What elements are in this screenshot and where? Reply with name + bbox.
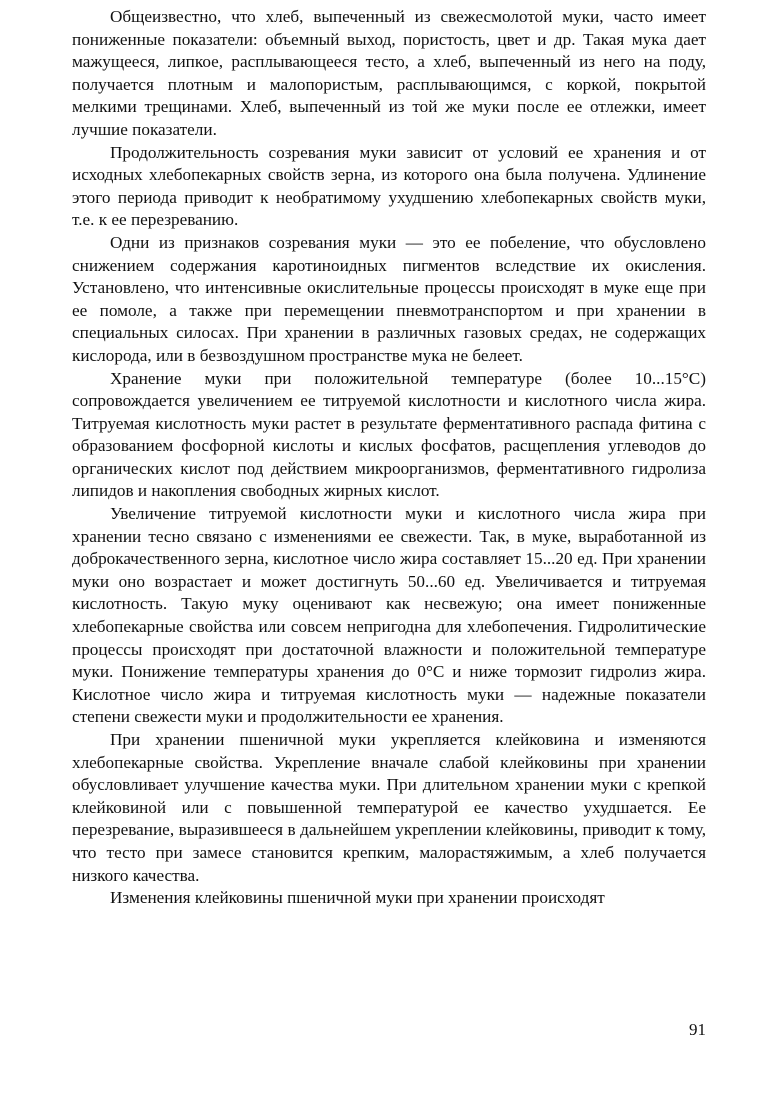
paragraph-2: Продолжительность созревания муки зависит от условий ее хранения и от исходных хлебопекарных свойств зерна, из которого она была получена. Удлинение этого периода приводит к необратимому ухудшению хлебопекарных свойств муки, т.е. к ее перезреванию.	[72, 142, 706, 230]
paragraph-7: Изменения клейковины пшеничной муки при хранении происходят	[110, 888, 605, 908]
page-number: 91	[689, 1020, 706, 1039]
paragraph-5: Увеличение титруемой кислотности муки и кислотного числа жира при хранении тесно связано с изменениями ее свежести. Так, в муке, выработанной из доброкачественного зерна, кислотное число жира составляет 15...20 ед. При хранении муки оно возрастает и может достигнуть 50...60 ед. Увеличивается и титруемая кислотность. Такую муку оценивают как несвежую; она имеет пониженные хлебопекарные свойства или совсем непригодна для хлебопечения. Гидролитические процессы происходят при достаточной влажности и положительной температуре муки. Понижение температуры хранения до 0°С и ниже тормозит гидролиз жира. Кислотное число жира и титруемая кислотность муки — надежные показатели степени свежести муки и продолжительности ее хранения.	[72, 504, 706, 727]
page-body	[72, 6, 706, 910]
paragraph-3: Одни из признаков созревания муки — это ее побеление, что обусловлено снижением содержания каротиноидных пигментов вследствие их окисления. Установлено, что интенсивные окислительные процессы происходят в муке еще при ее помоле, а также при перемещении пневмотранспортом и при хранении в специальных силосах. При хранении в различных газовых средах, не содержащих кислорода, или в безвоздушном пространстве мука не белеет.	[72, 232, 706, 365]
paragraph-1: Общеизвестно, что хлеб, выпеченный из свежесмолотой муки, часто имеет пониженные показатели: объемный выход, пористость, цвет и др. Такая мука дает мажущееся, липкое, расплывающееся тесто, а хлеб, выпеченный из него на поду, получается плотным и малопористым, расплывающимся, с коркой, покрытой мелкими трещинами. Хлеб, выпеченный из той же муки после ее отлежки, имеет лучшие показатели.	[72, 7, 706, 139]
paragraph-6: При хранении пшеничной муки укрепляется клейковина и изменяются хлебопекарные свойства. Укрепление вначале слабой клейковины при хранении обусловливает улучшение качества муки. При длительном хранении муки с крепкой клейковиной или с повышенной температурой ее качество ухудшается. Ее перезревание, выразившееся в дальнейшем укреплении клейковины, приводит к тому, что тесто при замесе становится крепким, малорастяжимым, а хлеб получается низкого качества.	[72, 730, 706, 885]
paragraph-4: Хранение муки при положительной температуре (более 10...15°С) сопровождается увеличением ее титруемой кислотности и кислотного числа жира. Титруемая кислотность муки растет в результате ферментативного распада фитина с образованием фосфорной кислоты и кислых фосфатов, расщепления углеводов до органических кислот под действием микроорганизмов, ферментативного гидролиза липидов и накопления свободных жирных кислот.	[72, 368, 706, 501]
